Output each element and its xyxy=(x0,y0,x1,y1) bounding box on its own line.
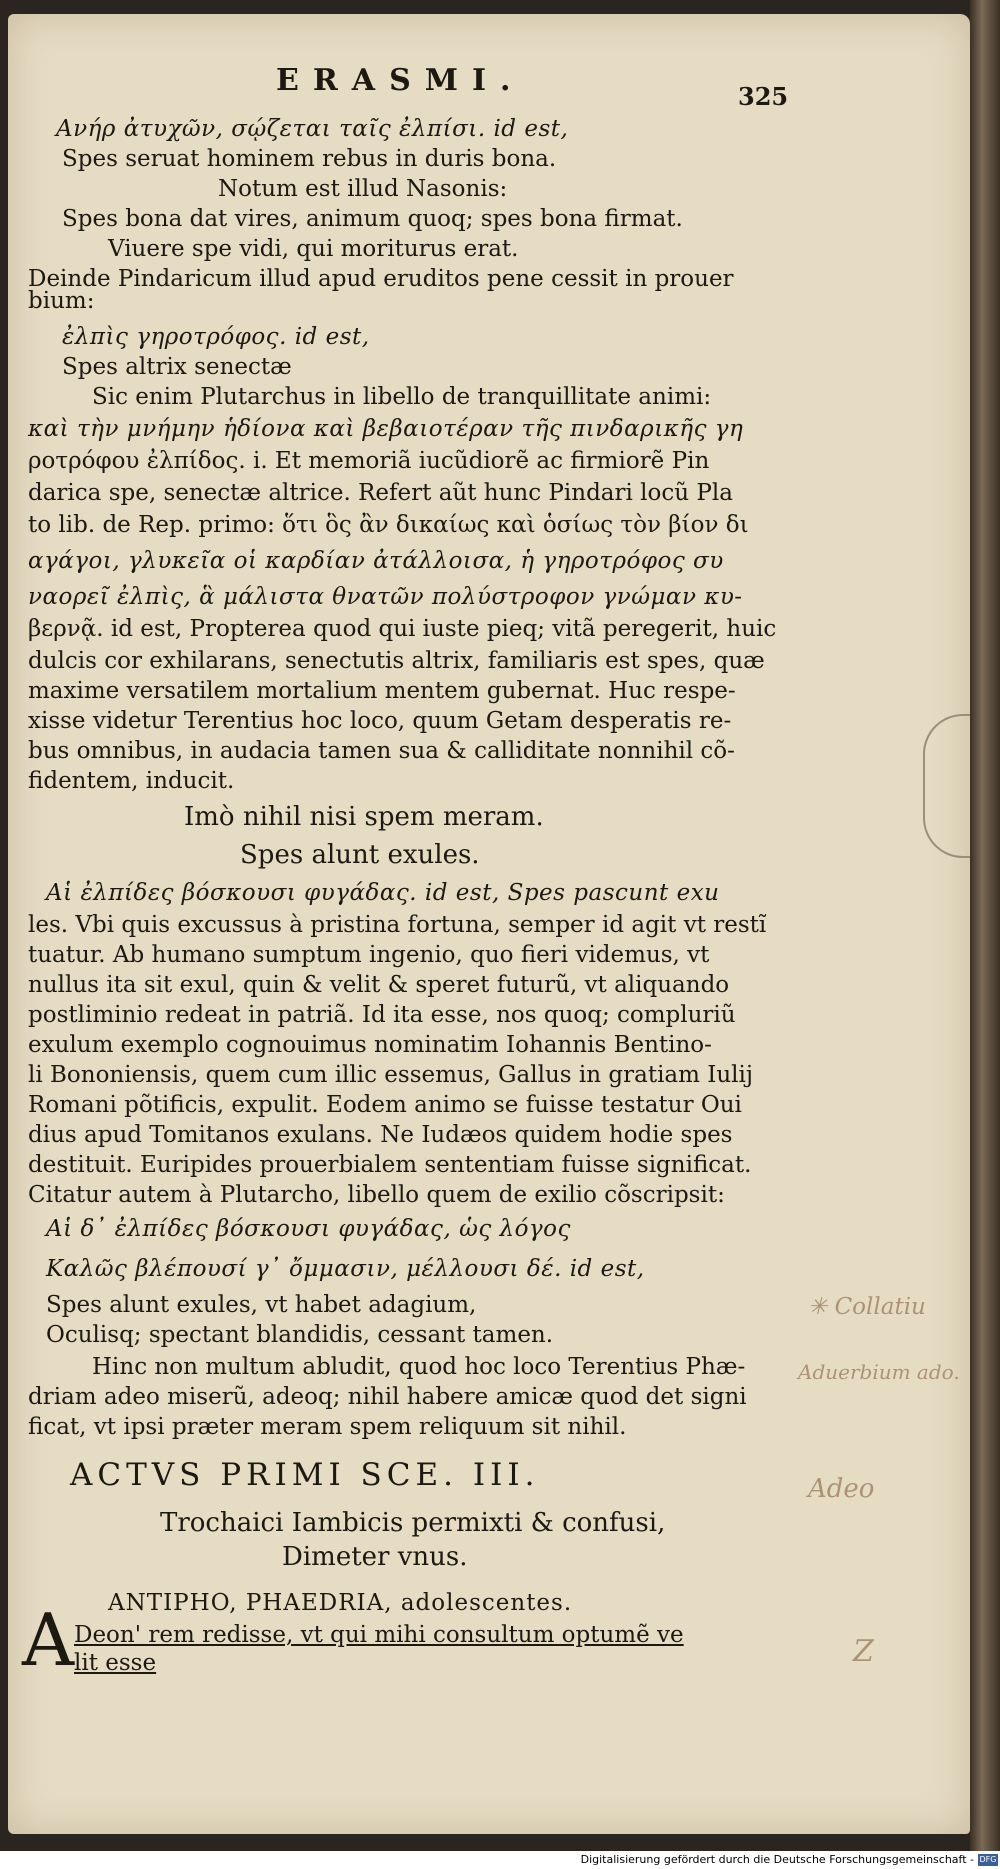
text-line: βερνᾷ. id est, Propterea quod qui iuste pieq; vitã peregerit, huic xyxy=(28,616,777,642)
text-line: Viuere spe vidi, qui moriturus erat. xyxy=(108,236,519,262)
text-line: Ανήρ ἀτυχῶν, σῴζεται ταῖς ἐλπίσι. id est, xyxy=(56,116,569,142)
text-line: Romani põtificis, expulit. Eodem animo se fuisse testatur Oui xyxy=(28,1092,742,1118)
drop-cap: A xyxy=(22,1598,74,1682)
text-line: postliminio redeat in patriã. Id ita esse, nos quoq; compluriũ xyxy=(28,1002,736,1028)
text-line: tuatur. Ab humano sumptum ingenio, quo fieri videmus, vt xyxy=(28,942,710,968)
verse-line: Deon' rem redisse, vt qui mihi consultum optumẽ ve xyxy=(74,1622,684,1648)
text-line: les. Vbi quis excussus à pristina fortuna, semper id agit vt restĩ xyxy=(28,912,767,938)
footer-text: Digitalisierung gefördert durch die Deutsche Forschungsgemeinschaft - xyxy=(580,1853,974,1866)
verse-line: lit esse xyxy=(74,1650,157,1676)
text-line: ficat, vt ipsi præter meram spem reliquum sit nihil. xyxy=(28,1414,627,1440)
meter-note: Trochaici Iambicis permixti & confusi, xyxy=(160,1508,666,1538)
text-line: dulcis cor exhilarans, senectutis altrix, familiaris est spes, quæ xyxy=(28,648,765,674)
margin-note: Z xyxy=(853,1634,874,1669)
text-line: ἐλπὶς γηροτρόφος. id est, xyxy=(62,324,370,350)
book-page xyxy=(8,14,970,1834)
text-line: Spes seruat hominem rebus in duris bona. xyxy=(62,146,557,172)
text-line: maxime versatilem mortalium mentem gubernat. Huc respe- xyxy=(28,678,736,704)
section-title: Imò nihil nisi spem meram. xyxy=(184,802,544,832)
text-line: Spes alunt exules, vt habet adagium, xyxy=(46,1292,477,1318)
text-line: exulum exemplo cognouimus nominatim Iohannis Bentino- xyxy=(28,1032,712,1058)
running-head: ERASMI. xyxy=(276,63,525,98)
text-line: bium: xyxy=(28,288,95,314)
margin-note: Aduerbium ado. xyxy=(798,1360,960,1384)
adage-title: Spes alunt exules. xyxy=(240,840,480,870)
text-line: xisse videtur Terentius hoc loco, quum Getam desperatis re- xyxy=(28,708,732,734)
margin-note: ✳ Collatiu xyxy=(808,1294,926,1320)
text-line: destituit. Euripides prouerbialem sententiam fuisse significat. xyxy=(28,1152,752,1178)
text-line: καὶ τὴν μνήμην ἡδίονα καὶ βεβαιοτέραν τῆς πινδαρικῆς γη xyxy=(28,416,744,442)
book-spine xyxy=(970,0,1000,1869)
text-line: Αἱ ἐλπίδες βόσκουσι φυγάδας. id est, Spes pascunt exu xyxy=(46,880,720,906)
page-number: 325 xyxy=(738,82,789,111)
text-line: Αἱ δ᾽ ἐλπίδες βόσκουσι φυγάδας, ὡς λόγος xyxy=(46,1216,571,1242)
text-line: fidentem, inducit. xyxy=(28,768,235,794)
act-heading: ACTVS PRIMI SCE. III. xyxy=(70,1457,540,1493)
text-line: driam adeo miserũ, adeoq; nihil habere amicæ quod det signi xyxy=(28,1384,747,1410)
text-line: Hinc non multum abludit, quod hoc loco Terentius Phæ- xyxy=(92,1354,746,1380)
speakers-line: ANTIPHO, PHAEDRIA, adolescentes. xyxy=(108,1590,573,1616)
text-line: Notum est illud Nasonis: xyxy=(218,176,508,202)
text-line: Spes altrix senectæ xyxy=(62,354,292,380)
text-line: Oculisq; spectant blandidis, cessant tamen. xyxy=(46,1322,554,1348)
text-line: darica spe, senectæ altrice. Refert aũt hunc Pindari locũ Pla xyxy=(28,480,733,506)
text-line: bus omnibus, in audacia tamen sua & calliditate nonnihil cõ- xyxy=(28,738,735,764)
text-line: Sic enim Plutarchus in libello de tranquillitate animi: xyxy=(92,384,712,410)
text-line: Citatur autem à Plutarcho, libello quem de exilio cõscripsit: xyxy=(28,1182,725,1208)
text-line: dius apud Tomitanos exulans. Ne Iudæos quidem hodie spes xyxy=(28,1122,733,1148)
text-line: αγάγοι, γλυκεῖα οἱ καρδίαν ἀτάλλοισα, ἡ γηροτρόφος συ xyxy=(28,548,724,574)
text-line: to lib. de Rep. primo: ὅτι ὃς ἂν δικαίως καὶ ὁσίως τὸν βίον δι xyxy=(28,512,749,538)
margin-note: Adeo xyxy=(808,1474,875,1504)
meter-note: Dimeter vnus. xyxy=(282,1542,468,1572)
text-line: Spes bona dat vires, animum quoq; spes bona firmat. xyxy=(62,206,683,232)
dfg-logo-icon: DFG xyxy=(979,1855,997,1864)
text-line: ναορεῖ ἐλπὶς, ἃ μάλιστα θνατῶν πολύστροφον γνώμαν κυ- xyxy=(28,584,743,610)
footer-bar xyxy=(0,1851,1000,1869)
text-line: Καλῶς βλέπουσί γ᾽ ὄμμασιν, μέλλουσι δέ. id est, xyxy=(46,1256,645,1282)
text-line: nullus ita sit exul, quin & velit & speret futurũ, vt aliquando xyxy=(28,972,730,998)
text-line: ροτρόφου ἐλπίδος. i. Et memoriã iucũdiorẽ ac firmiorẽ Pin xyxy=(28,448,710,474)
text-line: Deinde Pindaricum illud apud eruditos pene cessit in prouer xyxy=(28,266,734,292)
text-line: li Bononiensis, quem cum illic essemus, Gallus in gratiam Iulij xyxy=(28,1062,753,1088)
